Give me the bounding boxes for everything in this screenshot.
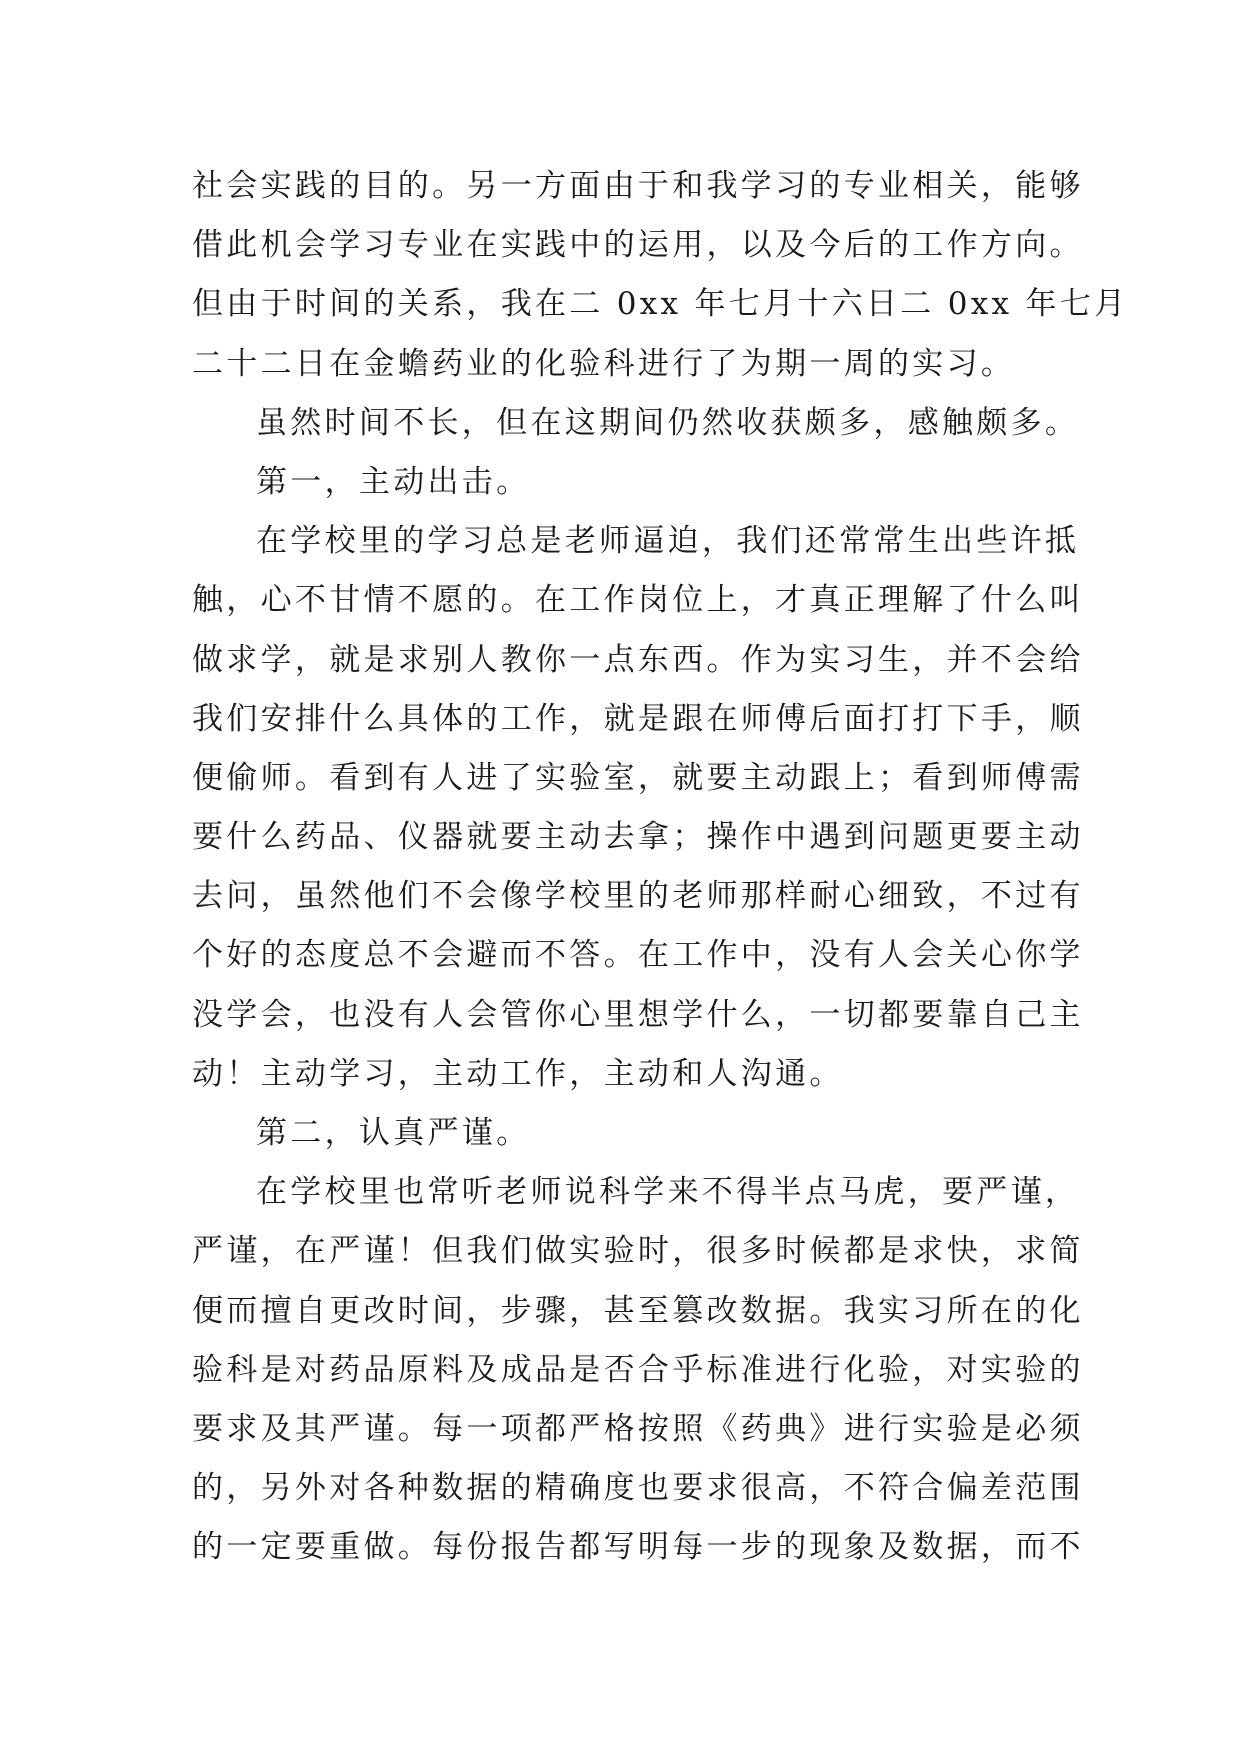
text-line: 的，另外对各种数据的精确度也要求很高，不符合偏差范围 xyxy=(192,1470,1084,1507)
text-line: 便偷师。看到有人进了实验室，就要主动跟上；看到师傅需 xyxy=(192,759,1084,796)
text-line: 二十二日在金蟾药业的化验科进行了为期一周的实习。 xyxy=(192,345,1016,382)
text-line: 我们安排什么具体的工作，就是跟在师傅后面打打下手，顺 xyxy=(192,700,1084,737)
text-line: 虽然时间不长，但在这期间仍然收获颇多，感触颇多。 xyxy=(256,404,1080,441)
text-line: 要求及其严谨。每一项都严格按照《药典》进行实验是必须 xyxy=(192,1410,1084,1447)
text-line: 没学会，也没有人会管你心里想学什么，一切都要靠自己主 xyxy=(192,996,1084,1033)
text-line: 去问，虽然他们不会像学校里的老师那样耐心细致，不过有 xyxy=(192,878,1084,915)
text-line: 动！主动学习，主动工作，主动和人沟通。 xyxy=(192,1055,844,1092)
text-line: 要什么药品、仪器就要主动去拿；操作中遇到问题更要主动 xyxy=(192,819,1084,856)
text-line: 第一，主动出击。 xyxy=(256,463,531,500)
text-line: 便而擅自更改时间，步骤，甚至篡改数据。我实习所在的化 xyxy=(192,1292,1084,1329)
text-line: 在学校里的学习总是老师逼迫，我们还常常生出些许抵 xyxy=(256,523,1080,560)
text-line: 在学校里也常听老师说科学来不得半点马虎，要严谨， xyxy=(256,1174,1080,1211)
text-line: 严谨，在严谨！但我们做实验时，很多时候都是求快，求简 xyxy=(192,1233,1084,1270)
text-line: 个好的态度总不会避而不答。在工作中，没有人会关心你学 xyxy=(192,937,1084,974)
text-line: 社会实践的目的。另一方面由于和我学习的专业相关，能够 xyxy=(192,168,1084,204)
text-line: 第二，认真严谨。 xyxy=(256,1115,531,1151)
text-line: 的一定要重做。每份报告都写明每一步的现象及数据，而不 xyxy=(192,1529,1084,1566)
text-line: 做求学，就是求别人教你一点东西。作为实习生，并不会给 xyxy=(192,641,1084,678)
text-line: 借此机会学习专业在实践中的运用，以及今后的工作方向。 xyxy=(192,227,1084,264)
text-line: 但由于时间的关系，我在二 0xx 年七月十六日二 0xx 年七月 xyxy=(192,286,1129,323)
document-body xyxy=(192,157,1129,1578)
text-line: 触，心不甘情不愿的。在工作岗位上，才真正理解了什么叫 xyxy=(192,582,1084,619)
text-line: 验科是对药品原料及成品是否合乎标准进行化验，对实验的 xyxy=(192,1351,1084,1388)
